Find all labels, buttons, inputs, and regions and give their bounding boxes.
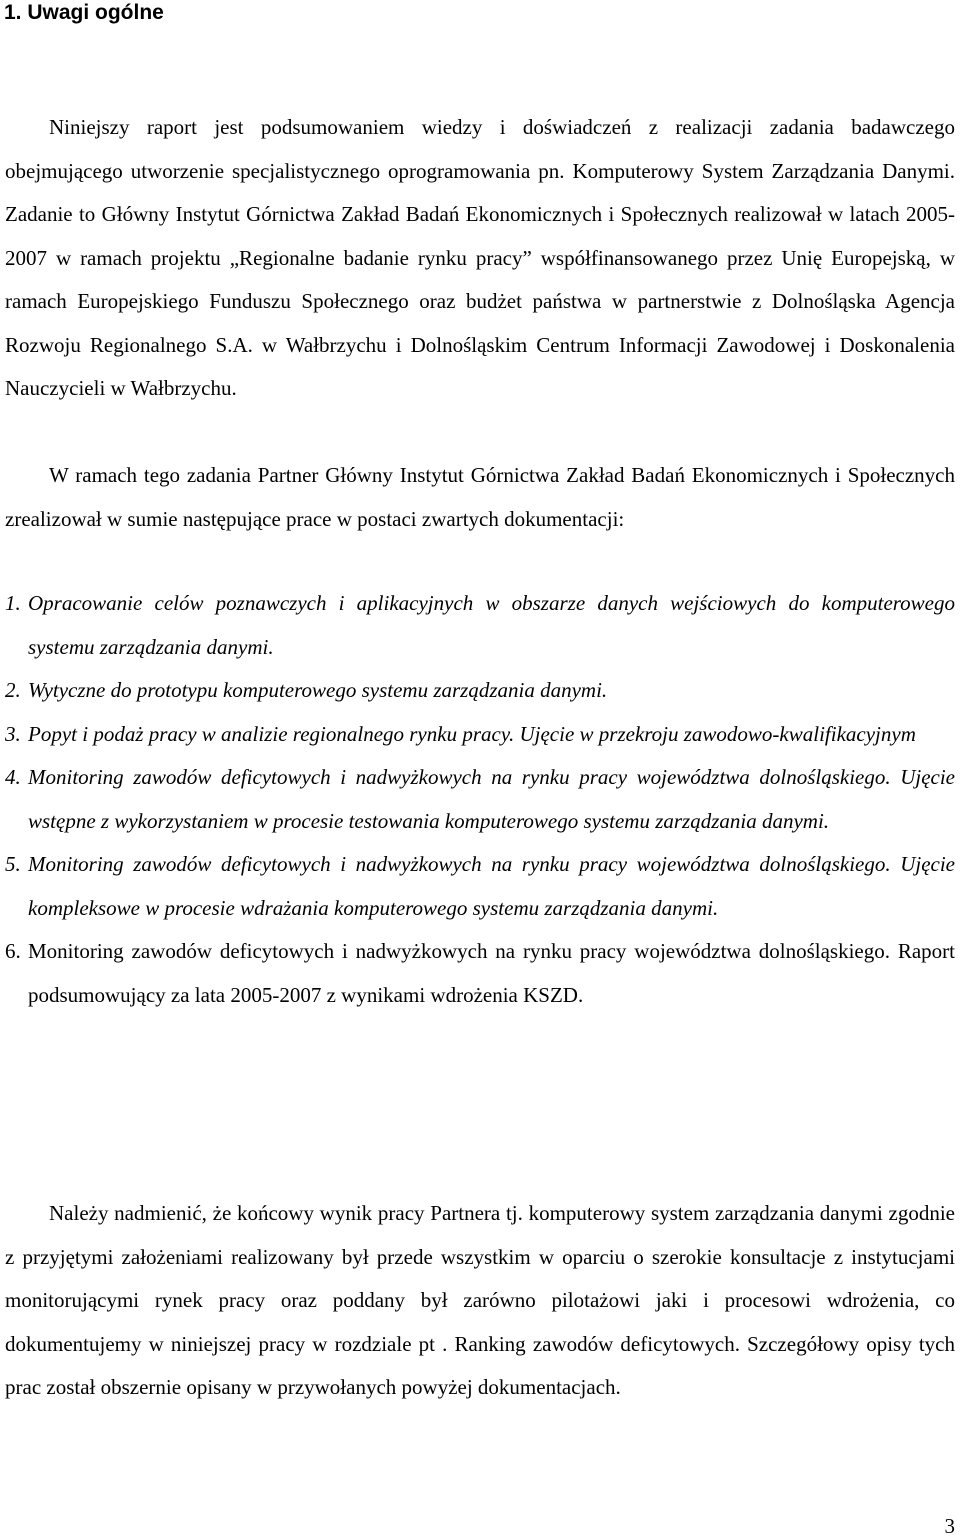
list-item-text: Monitoring zawodów deficytowych i nadwyżkowych na rynku pracy województwa dolnośląskiego. Ujęcie kompleksowe w procesie wdrażania komputerowego systemu zarządzania danymi. [28,852,955,920]
list-item-number: 3. [5,721,21,746]
page-number: 3 [944,1514,955,1538]
section-heading: 1. Uwagi ogólne [4,1,164,24]
paragraph-conclusion: Należy nadmienić, że końcowy wynik pracy Partnera tj. komputerowy system zarządzania danymi zgodnie z przyjętymi założeniami realizowany był przede wszystkim w oparciu o szerokie konsultacje z instytucjami monitorującymi rynek pracy oraz poddany był zarówno pilotażowi jaki i procesowi wdrożenia, co dokumentujemy w niniejszej pracy w rozdziale pt . Ranking zawodów deficytowych. Szczegółowy opisy tych prac został obszernie opisany w przywołanych powyżej dokumentacjach. [5,1201,955,1399]
documentation-list [5,582,955,1017]
list-item-number: 1. [5,591,21,615]
list-item-number: 2. [5,678,21,702]
list-item-text: Wytyczne do prototypu komputerowego systemu zarządzania danymi. [28,678,608,702]
list-item-number: 5. [5,852,21,876]
list-item [5,843,955,930]
list-item-text: Monitoring zawodów deficytowych i nadwyżkowych na rynku pracy województwa dolnośląskiego. Raport podsumowujący za lata 2005-2007 z wynikami wdrożenia KSZD. [28,939,955,1007]
list-item [5,713,955,757]
paragraph-intro: Niniejszy raport jest podsumowaniem wiedzy i doświadczeń z realizacji zadania badawczego obejmującego utworzenie specjalistycznego oprogramowania pn. Komputerowy System Zarządzania Danymi. Zadanie to Główny Instytut Górnictwa Zakład Badań Ekonomicznych i Społecznych realizował w latach 2005-2007 w ramach projektu „Regionalne badanie rynku pracy” współfinansowanego przez Unię Europejską, w ramach Europejskiego Funduszu Społecznego oraz budżet państwa w partnerstwie z Dolnośląska Agencja Rozwoju Regionalnego S.A. w Wałbrzychu i Dolnośląskim Centrum Informacji Zawodowej i Doskonalenia Nauczycieli w Wałbrzychu. [5,115,955,400]
list-item [5,669,955,713]
list-item-text: Monitoring zawodów deficytowych i nadwyżkowych na rynku pracy województwa dolnośląskiego. Ujęcie wstępne z wykorzystaniem w procesie testowania komputerowego systemu zarządzania danymi. [28,765,955,833]
list-item [5,582,955,669]
list-item-text: Opracowanie celów poznawczych i aplikacyjnych w obszarze danych wejściowych do komputerowego systemu zarządzania danymi. [28,591,955,659]
list-item-number: 4. [5,765,21,789]
list-item [5,930,955,1017]
paragraph-tasks: W ramach tego zadania Partner Główny Instytut Górnictwa Zakład Badań Ekonomicznych i Społecznych zrealizował w sumie następujące prace w postaci zwartych dokumentacji: [5,463,955,531]
list-item-text: Popyt i podaż pracy w analizie regionalnego rynku pracy. Ujęcie w przekroju zawodowo-kwalifikacyjnym [28,721,916,746]
list-item-number: 6. [5,939,21,963]
list-item [5,756,955,843]
